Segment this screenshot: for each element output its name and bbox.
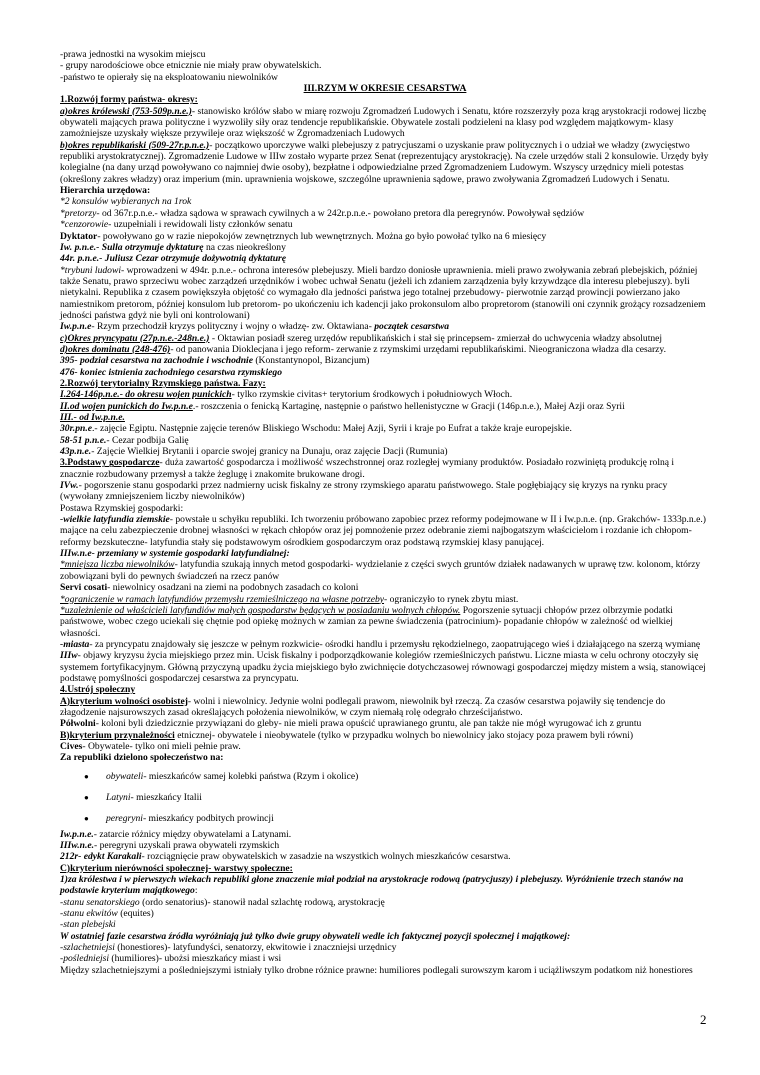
hierarchy-item: *2 konsulów wybieranych na 1rok xyxy=(60,196,192,208)
paragraph-postawa: Postawa Rzymskiej gospodarki: xyxy=(60,502,184,514)
intro-line: -prawa jednostki na wysokim miejscu xyxy=(60,49,206,60)
paragraph-za-republiki: Za republiki dzielono społeczeństwo na: xyxy=(60,752,224,764)
paragraph-iw: Iw.p.n.e.- zatarcie różnicy między obywatelami a Latynami. xyxy=(60,828,292,840)
paragraph-ograniczenie: *ograniczenie w ramach latyfundiów przemysłu rzemieślniczego na własne potrzeby- ograniczyło to rynek zbytu miast. xyxy=(60,593,519,605)
paragraph-trybuni: *trybuni ludowi- wprowadzeni w 494r. p.n.e.- ochrona interesów plebejuszy. Mieli bardzo doniosłe uprawnienia. mieli prawo zwoływania zebrań plebejskich, później także Senatu, prawo sprzeciwu wobec zarządzeń urzędników i wobec uchwał Senatu (jeżeli ich zdaniem zarządzenia były krzywdzące dla interesu plebejuszy). byli nietykalni. Republika z czasem powiększyła objętość co wymagało dla jedności państwa jego totalnej przebudowy- pierwotnie zarząd prowincji powierzano jako namiestnikom pretorom, później konsulom lub pretorom- po ukończeniu ich kadencji jako prokonsulom albo propretorom (stanowili oni czynnik grożący rozsadzeniem jedności państwa gdyż nie byli oni kontrolowani) xyxy=(60,264,706,321)
intro-line: -państwo te opierały się na eksploatowaniu niewolników xyxy=(60,71,278,83)
paragraph-uzaleznienie: *uzależnienie od właścicieli latyfundiów małych gospodarstw będących w posiadaniu wolnych chłopów. Pogorszenie sytuacji chłopów przez olbrzymie podatki państwowe, wobec czego uciekali się chętnie pod opiekę możnych w zamian za pewne świadczenia (patrocinium)- popadanie chłopów w zależność od wielkiej własności. xyxy=(60,604,673,639)
paragraph-476: 476- koniec istnienia zachodniego cesarstwa rzymskiego xyxy=(60,366,282,378)
section-2-title: 2.Rozwój terytorialny Rzymskiego państwa. Fazy: xyxy=(60,377,266,389)
paragraph-ivw: IVw.- pogorszenie stanu gospodarki przez nadmierny ucisk fiskalny ze strony rzymskiego aparatu państwowego. Stale pogłębiający się kryzys na rynku pracy (wywołany zmniejszeniem liczby niewolników) xyxy=(60,480,668,503)
chapter-heading: III.RZYM W OKRESIE CESARSTWA xyxy=(303,83,467,95)
paragraph-dominat: d)okres dominatu (248-476)- od panowania Dioklecjana i jego reform- zerwanie z rzymskimi urzędami republikańskimi. Nieograniczona władza dla cesarzy. xyxy=(60,343,666,355)
page-number: 2 xyxy=(700,1012,707,1027)
paragraph-latyfundia: -wielkie latyfundia ziemskie- powstałe u schyłku republiki. Ich tworzeniu próbowano zapobiec przez reformy podejmowane w II i Iw.p.n.e. (np. Grakchów- 1333p.n.e.) mające na celu zabezpieczenie drobnej własności w rękach chłopów oraz jej pomnożenie przez odebranie ziemi najbogatszym właścicielom i rozdanie ich chłopom- reformy bezskuteczne- latyfundia stały się podstawowym ośrodkiem gospodarczym oraz podstawą rzymskiej klasy panującej. xyxy=(60,514,706,548)
paragraph-niewolnicy: *mniejsza liczba niewolników- latyfundia szukają innych metod gospodarki- wydzielanie z części swych gruntów działek nadawanych w uprawę tzw. kolonom, którzy zobowiązani byli do pewnych świadczeń na rzecz panów xyxy=(60,559,701,582)
paragraph-wolnosc: A)kryterium wolności osobistej- wolni i niewolnicy. Jedynie wolni podlegali prawom, niewolnik był rzeczą. Za czasów cesarstwa pojawiły się tendencje do złagodzenie najsurowszych zasad określających położenia niewolników, w czym niemałą rolę odegrało chrześcijaństwo. xyxy=(60,695,666,718)
stan-line: -stanu senatorskiego (ordo senatorius)- stanowił nadal szlachtę rodową, arystokrację xyxy=(60,896,385,908)
phase-line: 30r.pn.e.- zajęcie Egiptu. Następnie zajęcie terenów Bliskiego Wschodu: Małej Azji, Syrii i kraje po Eufrat a także kraje europejskie. xyxy=(60,423,572,435)
paragraph-polwolni: Półwolni- koloni byli dziedzicznie przywiązani do gleby- nie mieli prawa opuścić uprawianego gruntu, ale pan także nie mógł wyrugować ich z gruntu xyxy=(60,718,642,730)
label-pryncypat: c)Okres pryncypatu (27p.n.e.-248n.e.) xyxy=(60,332,210,344)
label-dominat: d)okres dominatu (248-476) xyxy=(60,343,171,355)
paragraph-sulla: Iw. p.n.e.- Sulla otrzymuje dyktaturę na czas nieokreślony xyxy=(60,241,286,253)
paragraph-final: Między szlachetniejszymi a pośledniejszymi istniały tylko drobne różnice prawne: humiliores podlegali surowszym karom i uciążliwszym podatkom niż honestiores xyxy=(60,964,693,976)
section-3-title: 3.Podstawy gospodarcze xyxy=(60,457,160,469)
label-nierownosc: C)kryterium nierówności społecznej- warstwy społeczne: xyxy=(60,862,293,874)
group-line: -szlachetniejsi (honestiores)- latyfundyści, senatorzy, ekwitowie i znaczniejsi urzędnicy xyxy=(60,942,397,954)
paragraph-przynaleznosc: B)kryterium przynależności etnicznej- obywatele i nieobywatele (tylko w przypadku wolnych bo niewolnicy jako stojacy poza prawem byli równi) xyxy=(60,729,634,741)
stan-line: -stan plebejski xyxy=(60,919,116,931)
stan-line: -stanu ekwitów (equites) xyxy=(60,908,154,920)
paragraph-okres-krolewski: a)okres królewski (753-509p.n.e.)- stanowisko królów słabo w miarę rozwoju Zgromadzeń Ludowych i Senatu, które rozszerzyły poza krąg arystokracji rodowej liczbę obywateli mających prawa polityczne i wyzwoliły siły oraz tendencje republikańskie. Obywatele zostali podzieleni na klasy pod względem majątkowym- klasy zamożniejsze uzyskały większe przywileje oraz większość w Zgromadzeniach Ludowych xyxy=(60,105,707,140)
label-hierarchia: Hierarchia urzędowa: xyxy=(60,185,151,197)
list-item: ● peregryni- mieszkańcy podbitych prowincji xyxy=(60,808,710,829)
paragraph-ostatnia-faza: W ostatniej fazie cesarstwa źródła wyróżniają już tylko dwie grupy obywateli wedle ich faktycznej pozycji społecznej i majątkowej: xyxy=(60,930,571,942)
section-4-title: 4.Ustrój społeczny xyxy=(60,684,136,696)
document-page xyxy=(60,49,710,976)
paragraph-okres-republikanski: b)okres republikański (509-27r.p.n.e.)- początkowo uporczywe walki plebejuszy z patrycjuszami o uzyskanie praw politycznych i o udział we władzy (zwycięstwo republiki arystokratycznej). Zgromadzenie Ludowe w IIIw zostało wyparte przez Senat (reprezentujący arystokrację). Na czele urzędów stali 2 konsulowie. Urzędy były kolegialne (na dany urząd powoływano co najmniej dwie osoby), bezpłatne i odpowiedzialne przed Zgromadzeniem Ludowym. Wszyscy urzędnicy mieli potestas (określony zakres władzy) oraz imperium (min. uprawnienia wojskowe, szczególne uprawnienia sądowe, prawo zwoływania Zgromadzeń Ludowych i Senatu. Hierarchia urzędowa: xyxy=(60,139,709,197)
group-line: -pośledniejsi (humiliores)- ubożsi mieszkańcy miast i wsi xyxy=(60,953,282,965)
paragraph-dyktator: Dyktator- powoływano go w razie niepokojów zewnętrznych lub wewnętrznych. Można go było powołać tylko na 6 miesięcy xyxy=(60,230,547,242)
paragraph-kryzys: Iw.p.n.e- Rzym przechodził kryzys polityczny i wojny o władzę- zw. Oktawiana- początek cesarstwa xyxy=(60,321,450,333)
phase-line: II.od wojen punickich do Iw.p.n.e.- roszczenia o fenicką Kartaginę, następnie o państwo hellenistyczne w Gracji (146p.n.e.), Małej Azji oraz Syrii xyxy=(60,400,625,412)
paragraph-krolestwo: 1)za królestwa i w pierwszych wiekach republiki głone znaczenie miał podział na arystokracje rodową (patrycjuszy) i plebejuszy. Wyróżnienie trzech stanów na podstawie kryterium majątkowego: xyxy=(60,874,684,897)
phase-line: 58-51 p.n.e.- Cezar podbija Galię xyxy=(60,434,189,446)
paragraph-miasta: -miasta- za pryncypatu znajdowały się jeszcze w pełnym rozkwicie- ośrodki handlu i przemysłu rękodzielnego, zaopatrującego wieś i działającego na szerzą wymianę xyxy=(60,638,701,650)
bullet-list xyxy=(60,766,710,829)
paragraph-podstawy: 3.Podstawy gospodarcze- duża zawartość gospodarcza i możliwość wszechstronnej oraz rozległej wymiany produktów. Posiadało rozwiniętą produkcję rolną i znacznie rozbudowany przemysł a także żeglugę i znakomite brukowane drogi. xyxy=(60,457,675,480)
paragraph-iiiw-przemiany: IIIw.n.e- przemiany w systemie gospodarki latyfundialnej: xyxy=(60,548,290,560)
paragraph-pryncypat: c)Okres pryncypatu (27p.n.e.-248n.e.) - Oktawian posiadł szereg urzędów republikańskich i stał się princepsem- zmierzał do uchwycenia władzy absolutnej xyxy=(60,332,663,344)
paragraph-servi: Servi cosati- niewolnicy osadzani na ziemi na podobnych zasadach co koloni xyxy=(60,582,359,594)
paragraph-cezar: 44r. p.n.e.- Juliusz Cezar otrzymuje dożywotnią dyktaturę xyxy=(60,253,287,265)
paragraph-iiiw-kryzys: IIIw- objawy kryzysu życia miejskiego przez min. Ucisk fiskalny i podporządkowanie kolegiów rzemieślniczych państwu. Liczne miasta w celu ochrony otoczyły się systemem fortyfikacyjnym. Główną przyczyną upadku życia miejskiego było zwichnięcie dotychczasowej równowagi gospodarczej między mistem a wsią, stanowiącej podstawę pomyślności gospodarczej cesarstwa za pryncypatu. xyxy=(60,650,706,684)
list-item: ● obywateli- mieszkańców samej kolebki państwa (Rzym i okolice) xyxy=(60,766,710,787)
section-1-title: 1.Rozwój formy państwa- okresy: xyxy=(60,94,198,106)
paragraph-iiiwne: IIIw.n.e.- peregryni uzyskali prawa obywateli rzymskich xyxy=(60,840,280,851)
phase-line: I.264-146p.n.e.- do okresu wojen punickich- tylko rzymskie civitas+ terytorium środkowych i południowych Włoch. xyxy=(60,389,513,401)
paragraph-395: 395- podział cesarstwa na zachodnie i wschodnie (Konstantynopol, Bizancjum) xyxy=(60,355,370,367)
intro-line: - grupy narodościowe obce etnicznie nie miały praw obywatelskich. xyxy=(60,60,322,72)
phase-line: 43p.n.e.- Zajęcie Wielkiej Brytanii i oparcie swojej granicy na Dunaju, oraz zajęcie Dacji (Rumunia) xyxy=(60,446,448,458)
paragraph-cives: Cives- Obywatele- tylko oni mieli pełnie praw. xyxy=(60,740,241,752)
hierarchy-item: *cenzorowie- uzupełniali i rewidowali listy członków senatu xyxy=(60,219,293,231)
phase-line: III.- od Iw.p.n.e. xyxy=(60,412,125,423)
label-okres-republikanski: b)okres republikański (509-27r.p.n.e.) xyxy=(60,139,210,151)
label-okres-krolewski: a)okres królewski (753-509p.n.e.) xyxy=(60,105,192,117)
hierarchy-item: *pretorzy- od 367r.p.n.e.- władza sądowa w sprawach cywilnych a w 242r.p.n.e.- powołano pretora dla peregrynów. Powoływał sędziów xyxy=(60,207,585,219)
paragraph-212: 212r- edykt Karakali- rozciągnięcie praw obywatelskich w zasadzie na wszystkich wolnych mieszkańców cesarstwa. xyxy=(60,851,511,863)
list-item: ● Latyni- mieszkańcy Italii xyxy=(60,787,710,808)
